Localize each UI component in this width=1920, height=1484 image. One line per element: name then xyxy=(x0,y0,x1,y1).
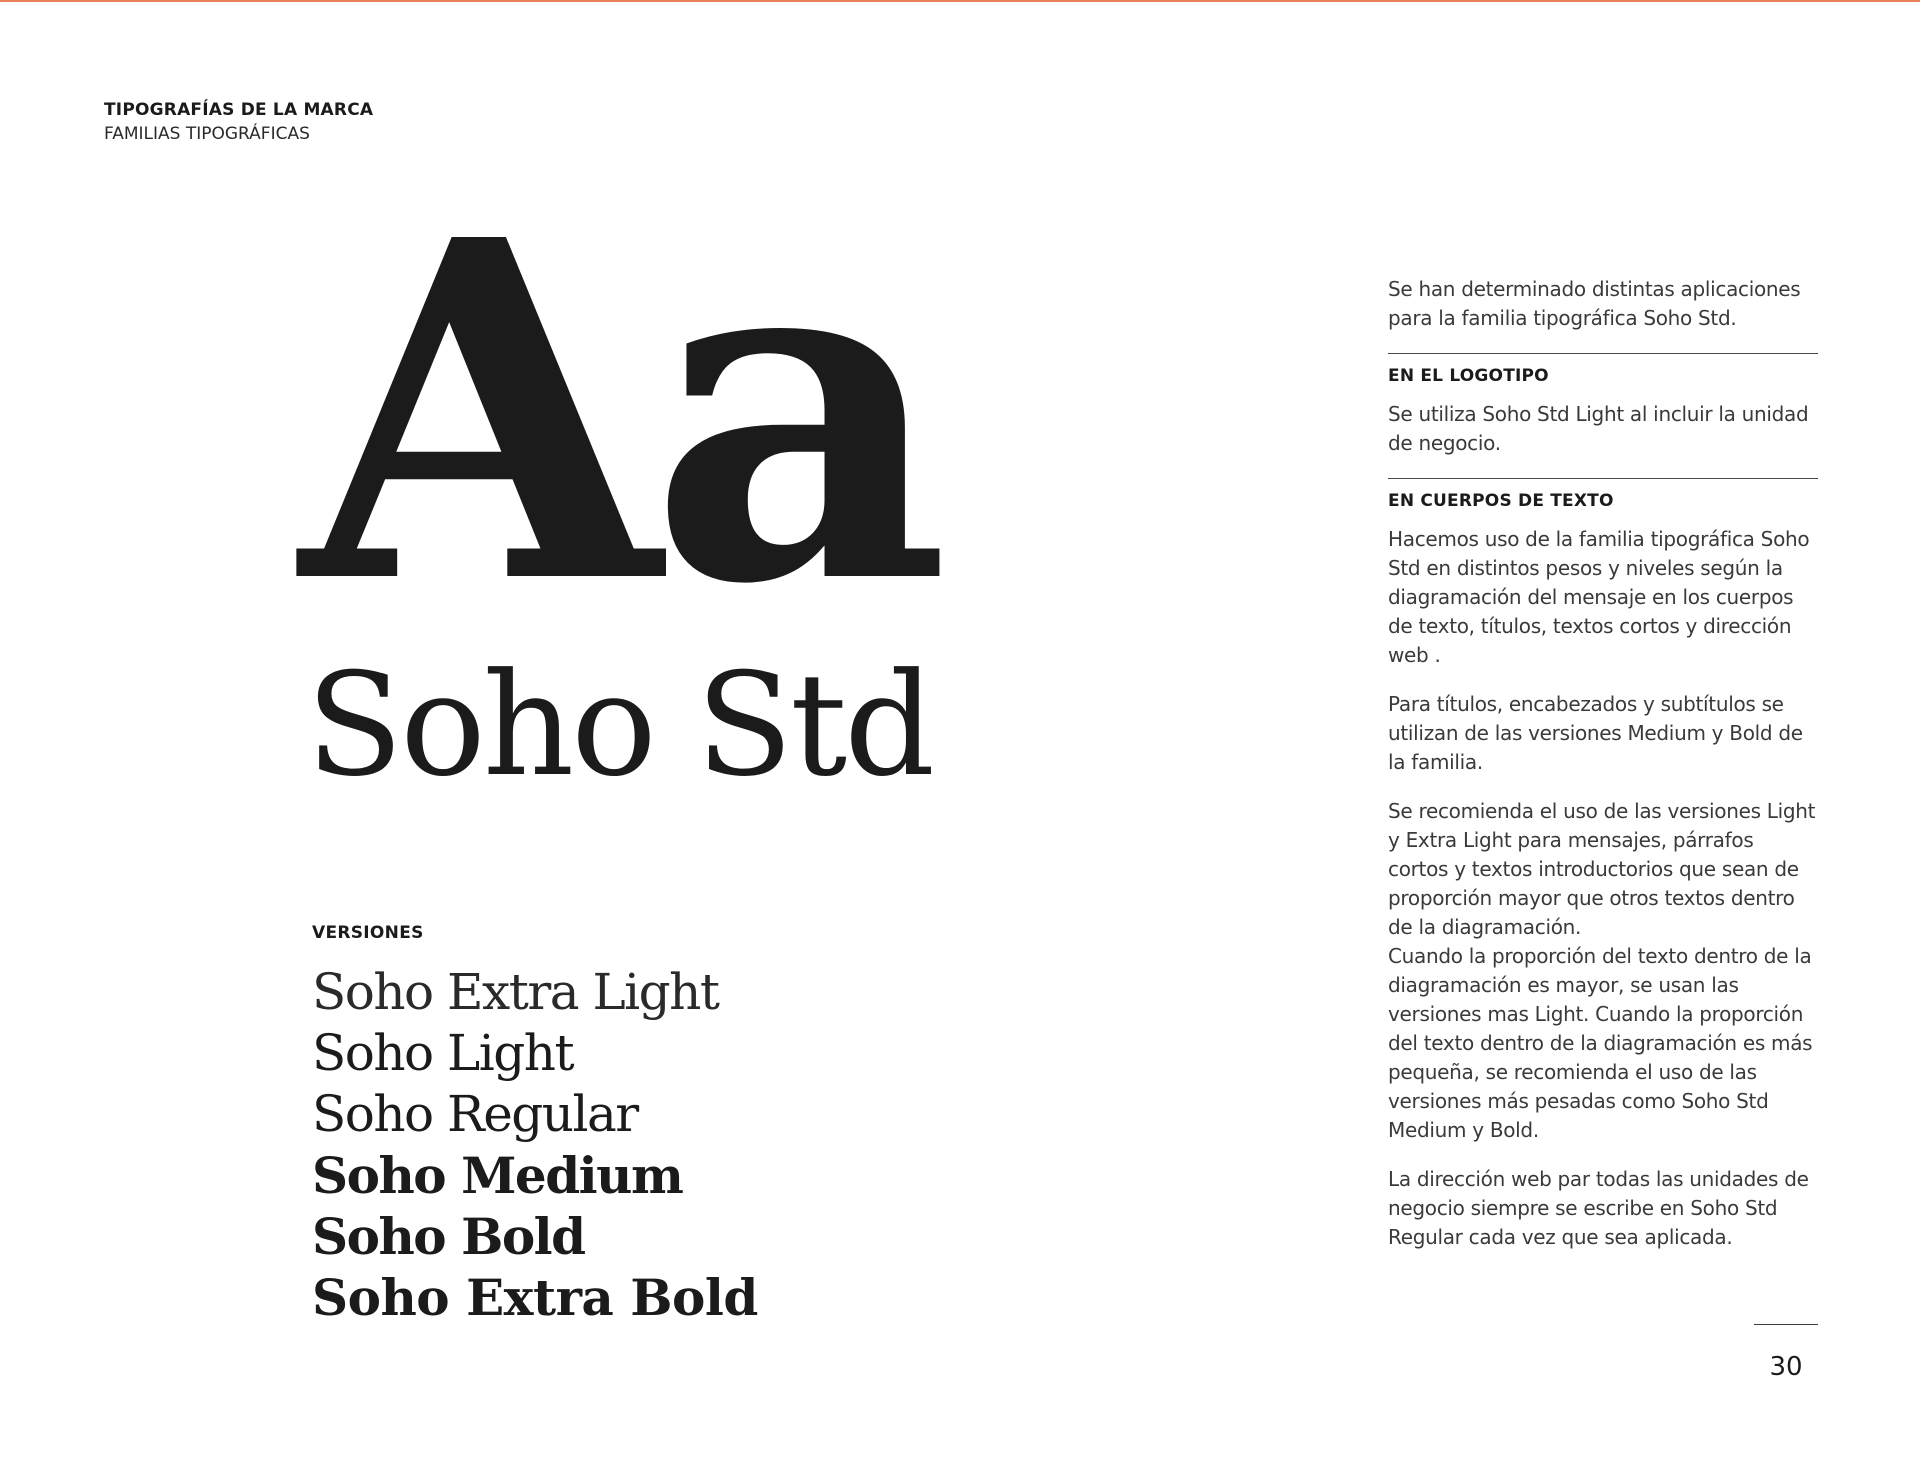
type-specimen-glyphs: Aa xyxy=(300,139,939,686)
versions-heading: VERSIONES xyxy=(312,923,424,943)
version-item-extra-light: Soho Extra Light xyxy=(312,963,719,1021)
top-accent-rule xyxy=(0,0,1920,2)
logo-section-heading: EN EL LOGOTIPO xyxy=(1388,366,1549,386)
logo-section-text: Se utiliza Soho Std Light al incluir la unidad de negocio. xyxy=(1388,402,1809,455)
version-item-bold: Soho Bold xyxy=(312,1207,585,1266)
section-divider xyxy=(1388,353,1818,354)
body-paragraph: Se recomienda el uso de las versiones Light y Extra Light para mensajes, párrafos cortos y textos introductorios que sean de proporción mayor que otros textos dentro de la diagramación. xyxy=(1388,799,1816,939)
section-divider xyxy=(1388,478,1818,479)
versions-list xyxy=(312,962,758,1328)
body-paragraph: La dirección web par todas las unidades de negocio siempre se escribe en Soho Std Regular cada vez que sea aplicada. xyxy=(1388,1167,1809,1249)
page-number-rule xyxy=(1754,1324,1818,1325)
version-item-light: Soho Light xyxy=(312,1024,574,1082)
body-paragraph: Para títulos, encabezados y subtítulos se utilizan de las versiones Medium y Bold de la familia. xyxy=(1388,692,1803,774)
body-paragraph: Hacemos uso de la familia tipográfica Soho Std en distintos pesos y niveles según la diagramación del mensaje en los cuerpos de texto, títulos, textos cortos y dirección web . xyxy=(1388,527,1810,667)
body-section-heading: EN CUERPOS DE TEXTO xyxy=(1388,491,1614,511)
page-number: 30 xyxy=(1769,1352,1803,1382)
version-item-regular: Soho Regular xyxy=(312,1085,638,1143)
type-specimen-font-name: Soho Std xyxy=(306,643,933,808)
version-item-medium: Soho Medium xyxy=(312,1146,683,1205)
usage-notes-column xyxy=(1388,275,1818,1272)
intro-paragraph: Se han determinado distintas aplicaciones para la familia tipográfica Soho Std. xyxy=(1388,277,1801,330)
version-item-extra-bold: Soho Extra Bold xyxy=(312,1268,758,1327)
section-title: TIPOGRAFÍAS DE LA MARCA xyxy=(104,100,374,120)
body-paragraph: Cuando la proporción del texto dentro de la diagramación es mayor, se usan las versiones mas Light. Cuando la proporción del texto dentro de la diagramación es más pequeña, se recomienda el uso de las versiones más pesadas como Soho Std Medium y Bold. xyxy=(1388,944,1813,1142)
section-subtitle: FAMILIAS TIPOGRÁFICAS xyxy=(104,124,310,144)
